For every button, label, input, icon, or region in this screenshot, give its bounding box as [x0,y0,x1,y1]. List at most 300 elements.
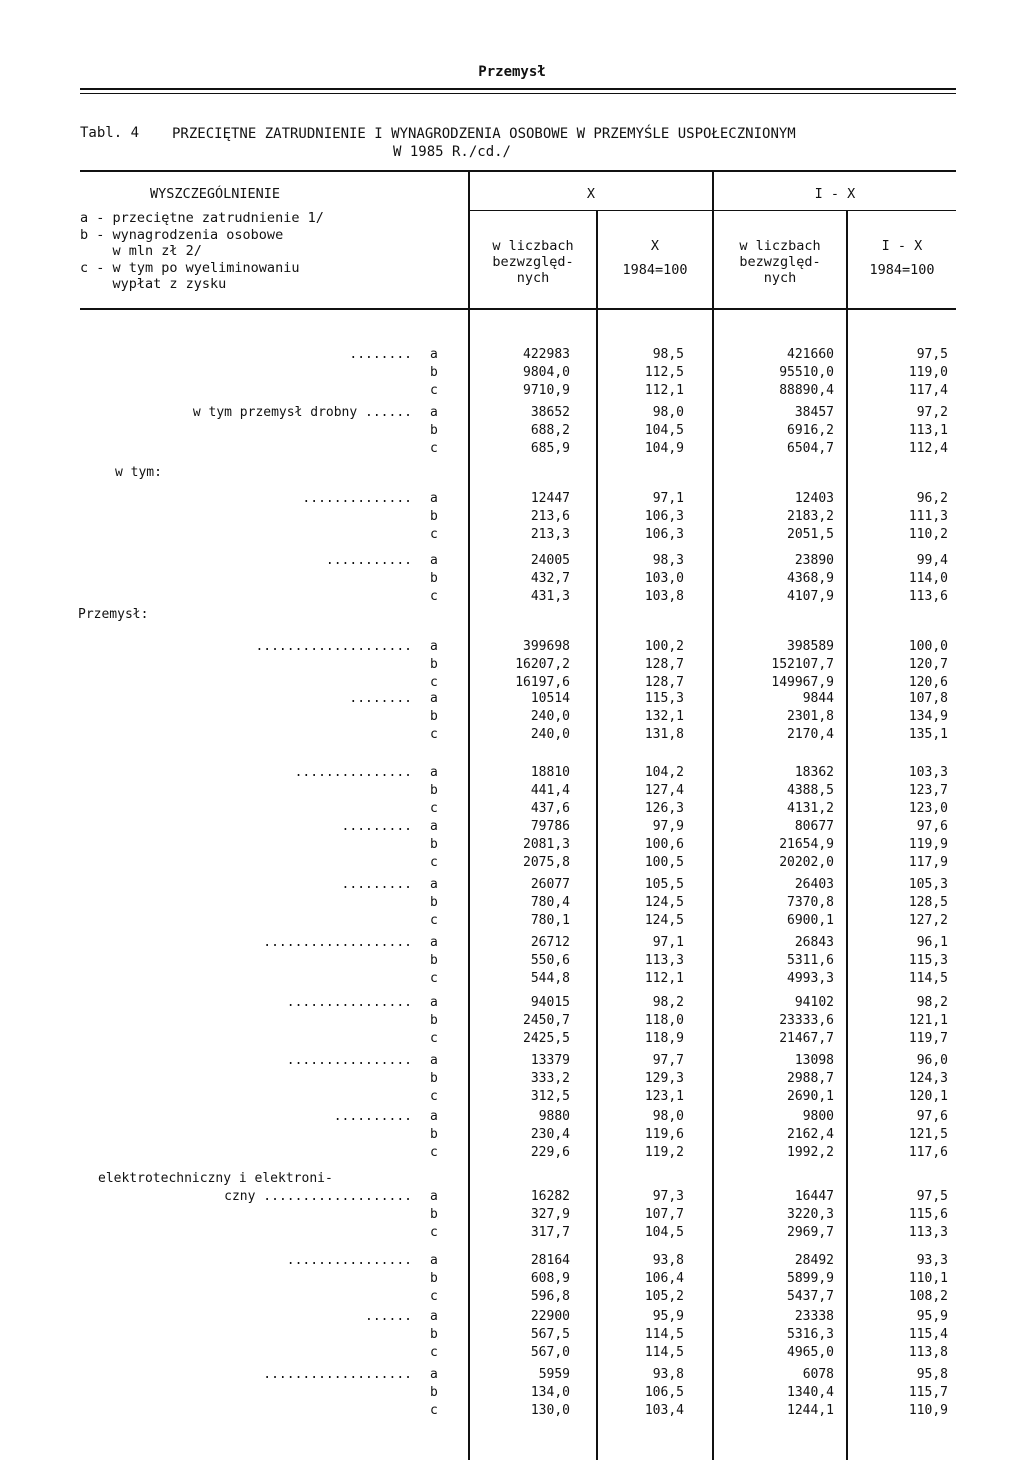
row-label: ......... [341,877,412,892]
cell-ix-index: 110,2 [908,527,948,542]
row-label: ................ [286,1253,412,1268]
cell-ix-index: 103,3 [908,765,948,780]
table-row [0,934,1024,952]
row-letter: c [430,1345,438,1360]
cell-x-index: 98,5 [652,347,684,362]
cell-x-index: 93,8 [652,1367,684,1382]
cell-x-absolute: 9804,0 [523,365,570,380]
row-letter: c [430,727,438,742]
cell-ix-absolute: 4388,5 [787,783,834,798]
cell-ix-index: 127,2 [908,913,948,928]
col2-header-line: X [650,238,660,254]
table-row [0,1384,1024,1402]
cell-ix-index: 97,6 [916,819,948,834]
cell-ix-absolute: 95510,0 [779,365,834,380]
row-label: .................... [255,639,412,654]
cell-x-absolute: 9710,9 [523,383,570,398]
row-label: ................ [286,1053,412,1068]
row-letter: c [430,971,438,986]
cell-x-index: 105,5 [644,877,684,892]
col3-header-line: bezwzględ- [739,254,821,270]
stub-legend [80,210,324,293]
cell-ix-absolute: 6916,2 [787,423,834,438]
cell-ix-absolute: 23890 [794,553,834,568]
cell-x-absolute: 596,8 [530,1289,570,1304]
cell-x-index: 93,8 [652,1253,684,1268]
cell-x-absolute: 16197,6 [515,675,570,690]
row-letter: c [430,801,438,816]
cell-ix-index: 97,2 [916,405,948,420]
cell-x-absolute: 5959 [538,1367,570,1382]
row-label: ............... [294,765,412,780]
cell-x-index: 97,7 [652,1053,684,1068]
cell-x-index: 128,7 [644,675,684,690]
row-letter: a [430,935,438,950]
cell-ix-absolute: 13098 [794,1053,834,1068]
row-letter: b [430,423,438,438]
cell-ix-index: 121,1 [908,1013,948,1028]
table-row [0,970,1024,988]
cell-x-index: 98,2 [652,995,684,1010]
cell-ix-absolute: 149967,9 [771,675,834,690]
row-letter: b [430,895,438,910]
cell-x-index: 100,5 [644,855,684,870]
cell-ix-absolute: 4993,3 [787,971,834,986]
stub-title: WYSZCZEGÓLNIENIE [150,186,281,202]
row-letter: b [430,783,438,798]
row-letter: a [430,819,438,834]
cell-x-absolute: 544,8 [530,971,570,986]
cell-x-absolute: 327,9 [530,1207,570,1222]
cell-ix-index: 119,9 [908,837,948,852]
cell-ix-index: 97,5 [916,347,948,362]
table-row [0,1188,1024,1206]
cell-ix-absolute: 7370,8 [787,895,834,910]
row-letter: c [430,1145,438,1160]
col3-header [714,238,846,286]
cell-x-absolute: 2075,8 [523,855,570,870]
col1-header-line: bezwzględ- [492,254,574,270]
row-letter: a [430,491,438,506]
cell-ix-absolute: 2301,8 [787,709,834,724]
cell-ix-index: 96,0 [916,1053,948,1068]
col3-header-line: w liczbach [739,238,821,254]
row-letter: a [430,405,438,420]
cell-ix-index: 98,2 [916,995,948,1010]
cell-x-absolute: 240,0 [530,727,570,742]
table-row [0,912,1024,930]
row-letter: c [430,1289,438,1304]
cell-x-absolute: 432,7 [530,571,570,586]
table-row [0,1030,1024,1048]
cell-ix-index: 124,3 [908,1071,948,1086]
table-row [0,490,1024,508]
cell-ix-absolute: 80677 [794,819,834,834]
cell-x-absolute: 780,1 [530,913,570,928]
row-letter: b [430,1013,438,1028]
cell-ix-absolute: 1992,2 [787,1145,834,1160]
table-row [0,894,1024,912]
cell-x-absolute: 333,2 [530,1071,570,1086]
cell-x-absolute: 431,3 [530,589,570,604]
cell-ix-index: 115,4 [908,1327,948,1342]
cell-x-index: 127,4 [644,783,684,798]
cell-x-absolute: 2450,7 [523,1013,570,1028]
cell-ix-index: 96,2 [916,491,948,506]
cell-ix-index: 97,6 [916,1109,948,1124]
cell-ix-index: 95,9 [916,1309,948,1324]
table-row [0,440,1024,458]
cell-ix-absolute: 4107,9 [787,589,834,604]
page-header: Przemysł [478,64,546,80]
cell-x-index: 112,1 [644,383,684,398]
cell-x-absolute: 26712 [530,935,570,950]
table-row [0,708,1024,726]
table-row [0,1144,1024,1162]
row-letter: c [430,913,438,928]
cell-ix-absolute: 12403 [794,491,834,506]
table-top-rule [80,170,956,172]
cell-x-absolute: 12447 [530,491,570,506]
cell-x-absolute: 567,0 [530,1345,570,1360]
row-letter: a [430,1109,438,1124]
cell-x-absolute: 550,6 [530,953,570,968]
cell-x-index: 118,9 [644,1031,684,1046]
row-label: ........ [349,347,412,362]
cell-x-absolute: 437,6 [530,801,570,816]
cell-x-absolute: 230,4 [530,1127,570,1142]
table-row [0,1252,1024,1270]
cell-x-absolute: 16282 [530,1189,570,1204]
row-label: .......... [333,1109,412,1124]
row-letter: b [430,1327,438,1342]
cell-x-absolute: 567,5 [530,1327,570,1342]
row-label: ........... [325,553,412,568]
table-row [0,726,1024,744]
cell-ix-index: 128,5 [908,895,948,910]
cell-ix-absolute: 21654,9 [779,837,834,852]
row-letter: a [430,347,438,362]
row-letter: c [430,441,438,456]
col1-header-line: nych [516,270,550,286]
cell-ix-index: 123,0 [908,801,948,816]
col2-header-line: 1984=100 [622,262,688,278]
cell-x-index: 105,2 [644,1289,684,1304]
row-label: ................... [263,935,412,950]
table-row [0,1344,1024,1362]
cell-x-index: 104,5 [644,423,684,438]
row-letter: a [430,1367,438,1382]
cell-ix-index: 110,1 [908,1271,948,1286]
cell-ix-index: 100,0 [908,639,948,654]
cell-x-index: 104,9 [644,441,684,456]
table-row [0,364,1024,382]
table-row [0,422,1024,440]
cell-x-absolute: 10514 [530,691,570,706]
cell-ix-absolute: 1244,1 [787,1403,834,1418]
cell-ix-absolute: 2690,1 [787,1089,834,1104]
stub-line-b: b - wynagrodzenia osobowe [80,226,284,243]
cell-ix-index: 115,6 [908,1207,948,1222]
table-row [0,1224,1024,1242]
cell-x-absolute: 312,5 [530,1089,570,1104]
cell-ix-index: 113,8 [908,1345,948,1360]
cell-x-index: 124,5 [644,913,684,928]
row-letter: b [430,1071,438,1086]
cell-ix-index: 119,0 [908,365,948,380]
cell-ix-index: 120,1 [908,1089,948,1104]
cell-x-index: 95,9 [652,1309,684,1324]
row-label: ......... [341,819,412,834]
cell-x-absolute: 422983 [523,347,570,362]
row-letter: a [430,995,438,1010]
cell-ix-absolute: 2162,4 [787,1127,834,1142]
row-letter: b [430,709,438,724]
cell-ix-absolute: 6900,1 [787,913,834,928]
cell-ix-absolute: 2170,4 [787,727,834,742]
row-label: w tym przemysł drobny ...... [192,405,412,420]
col3-header-line: nych [763,270,797,286]
cell-ix-absolute: 1340,4 [787,1385,834,1400]
row-letter: c [430,527,438,542]
row-letter: c [430,1089,438,1104]
cell-x-absolute: 130,0 [530,1403,570,1418]
cell-x-absolute: 28164 [530,1253,570,1268]
cell-x-index: 114,5 [644,1345,684,1360]
cell-x-absolute: 26077 [530,877,570,892]
header-rule [80,88,956,90]
cell-ix-index: 119,7 [908,1031,948,1046]
cell-ix-index: 120,6 [908,675,948,690]
table-row [0,1206,1024,1224]
cell-x-index: 132,1 [644,709,684,724]
cell-ix-index: 113,6 [908,589,948,604]
cell-ix-absolute: 88890,4 [779,383,834,398]
row-letter: a [430,1309,438,1324]
header-rule-thin [80,93,956,94]
cell-x-index: 104,5 [644,1225,684,1240]
cell-x-index: 98,0 [652,1109,684,1124]
table-row [0,994,1024,1012]
cell-x-index: 115,3 [644,691,684,706]
cell-x-absolute: 441,4 [530,783,570,798]
cell-x-index: 124,5 [644,895,684,910]
table-row [0,570,1024,588]
cell-x-absolute: 399698 [523,639,570,654]
cell-ix-index: 114,0 [908,571,948,586]
cell-x-absolute: 134,0 [530,1385,570,1400]
cell-ix-absolute: 94102 [794,995,834,1010]
cell-x-absolute: 240,0 [530,709,570,724]
stub-line-c: c - w tym po wyeliminowaniu [80,259,300,276]
table-row [0,764,1024,782]
cell-ix-index: 117,9 [908,855,948,870]
table-row [0,1088,1024,1106]
cell-x-index: 119,2 [644,1145,684,1160]
cell-ix-absolute: 23333,6 [779,1013,834,1028]
table-row [0,1270,1024,1288]
cell-ix-absolute: 5437,7 [787,1289,834,1304]
cell-ix-index: 99,4 [916,553,948,568]
table-title [172,125,962,161]
cell-ix-absolute: 5899,9 [787,1271,834,1286]
cell-ix-index: 108,2 [908,1289,948,1304]
cell-ix-absolute: 4131,2 [787,801,834,816]
cell-x-index: 103,0 [644,571,684,586]
table-row [0,1108,1024,1126]
cell-x-index: 119,6 [644,1127,684,1142]
table-row [0,656,1024,674]
cell-x-index: 106,3 [644,509,684,524]
table-row [0,1070,1024,1088]
table-row [0,800,1024,818]
cell-ix-absolute: 18362 [794,765,834,780]
section-label-przemysl: Przemysł: [78,607,149,622]
cell-ix-absolute: 28492 [794,1253,834,1268]
cell-x-index: 107,7 [644,1207,684,1222]
cell-ix-absolute: 398589 [787,639,834,654]
table-row [0,508,1024,526]
table-row [0,1308,1024,1326]
cell-ix-index: 134,9 [908,709,948,724]
cell-ix-absolute: 421660 [787,347,834,362]
table-row [0,1288,1024,1306]
table-row [0,526,1024,544]
row-letter: c [430,1031,438,1046]
table-row [0,382,1024,400]
cell-ix-absolute: 2969,7 [787,1225,834,1240]
cell-ix-absolute: 9800 [802,1109,834,1124]
row-label: .............. [302,491,412,506]
cell-x-index: 98,3 [652,553,684,568]
table-row [0,1402,1024,1420]
row-letter: b [430,837,438,852]
row-letter: a [430,1053,438,1068]
col4-header-line: 1984=100 [869,262,935,278]
cell-x-absolute: 213,6 [530,509,570,524]
cell-x-absolute: 608,9 [530,1271,570,1286]
col4-header [848,238,956,278]
stub-line-a: a - przeciętne zatrudnienie 1/ [80,210,324,226]
cell-ix-absolute: 2051,5 [787,527,834,542]
table-row [0,1366,1024,1384]
cell-x-index: 128,7 [644,657,684,672]
row-letter: c [430,855,438,870]
row-letter: b [430,1271,438,1286]
cell-x-absolute: 229,6 [530,1145,570,1160]
table-row [0,638,1024,656]
table-row [0,876,1024,894]
cell-x-absolute: 9880 [538,1109,570,1124]
cell-x-absolute: 685,9 [530,441,570,456]
stub-line-b2: w mln zł 2/ [80,243,202,259]
cell-x-index: 113,3 [644,953,684,968]
cell-x-index: 97,9 [652,819,684,834]
cell-x-index: 97,3 [652,1189,684,1204]
cell-x-absolute: 2081,3 [523,837,570,852]
cell-x-index: 112,5 [644,365,684,380]
cell-ix-absolute: 2183,2 [787,509,834,524]
cell-ix-index: 110,9 [908,1403,948,1418]
row-label: ........ [349,691,412,706]
table-row [0,818,1024,836]
cell-x-index: 97,1 [652,935,684,950]
cell-ix-index: 123,7 [908,783,948,798]
cell-ix-absolute: 9844 [802,691,834,706]
row-label: ................... [263,1367,412,1382]
cell-ix-index: 95,8 [916,1367,948,1382]
row-label: czny ................... [224,1189,412,1204]
stub-line-c2: wypłat z zysku [80,276,227,292]
row-label: ...... [365,1309,412,1324]
col2-header [598,238,712,278]
table-row [0,782,1024,800]
cell-x-absolute: 688,2 [530,423,570,438]
table-row [0,690,1024,708]
cell-ix-index: 114,5 [908,971,948,986]
cell-x-absolute: 2425,5 [523,1031,570,1046]
cell-ix-absolute: 38457 [794,405,834,420]
table-row [0,1052,1024,1070]
cell-x-index: 123,1 [644,1089,684,1104]
cell-ix-absolute: 5316,3 [787,1327,834,1342]
cell-x-absolute: 24005 [530,553,570,568]
cell-ix-index: 117,6 [908,1145,948,1160]
cell-x-index: 98,0 [652,405,684,420]
cell-x-index: 126,3 [644,801,684,816]
table-row [0,1326,1024,1344]
cell-ix-index: 107,8 [908,691,948,706]
row-letter: b [430,365,438,380]
cell-x-index: 103,4 [644,1403,684,1418]
cell-ix-absolute: 4368,9 [787,571,834,586]
cell-ix-index: 135,1 [908,727,948,742]
cell-x-absolute: 213,3 [530,527,570,542]
row-letter: c [430,1225,438,1240]
group-x-header: X [586,186,596,202]
cell-x-index: 106,3 [644,527,684,542]
cell-ix-absolute: 26403 [794,877,834,892]
row-letter: a [430,1253,438,1268]
table-row [0,1012,1024,1030]
cell-ix-absolute: 20202,0 [779,855,834,870]
header-bottom-rule [80,308,956,310]
cell-ix-absolute: 4965,0 [787,1345,834,1360]
cell-ix-index: 115,7 [908,1385,948,1400]
cell-ix-index: 113,3 [908,1225,948,1240]
cell-x-absolute: 79786 [530,819,570,834]
cell-ix-absolute: 3220,3 [787,1207,834,1222]
col1-header [470,238,596,286]
row-letter: a [430,639,438,654]
cell-ix-index: 93,3 [916,1253,948,1268]
cell-ix-absolute: 2988,7 [787,1071,834,1086]
row-letter: c [430,675,438,690]
cell-ix-index: 115,3 [908,953,948,968]
cell-ix-index: 113,1 [908,423,948,438]
row-letter: c [430,1403,438,1418]
cell-ix-index: 112,4 [908,441,948,456]
table-row [0,588,1024,606]
cell-x-index: 97,1 [652,491,684,506]
cell-ix-absolute: 23338 [794,1309,834,1324]
cell-x-index: 131,8 [644,727,684,742]
cell-x-absolute: 38652 [530,405,570,420]
cell-ix-absolute: 6504,7 [787,441,834,456]
row-letter: a [430,1189,438,1204]
row-letter: a [430,877,438,892]
row-letter: a [430,553,438,568]
